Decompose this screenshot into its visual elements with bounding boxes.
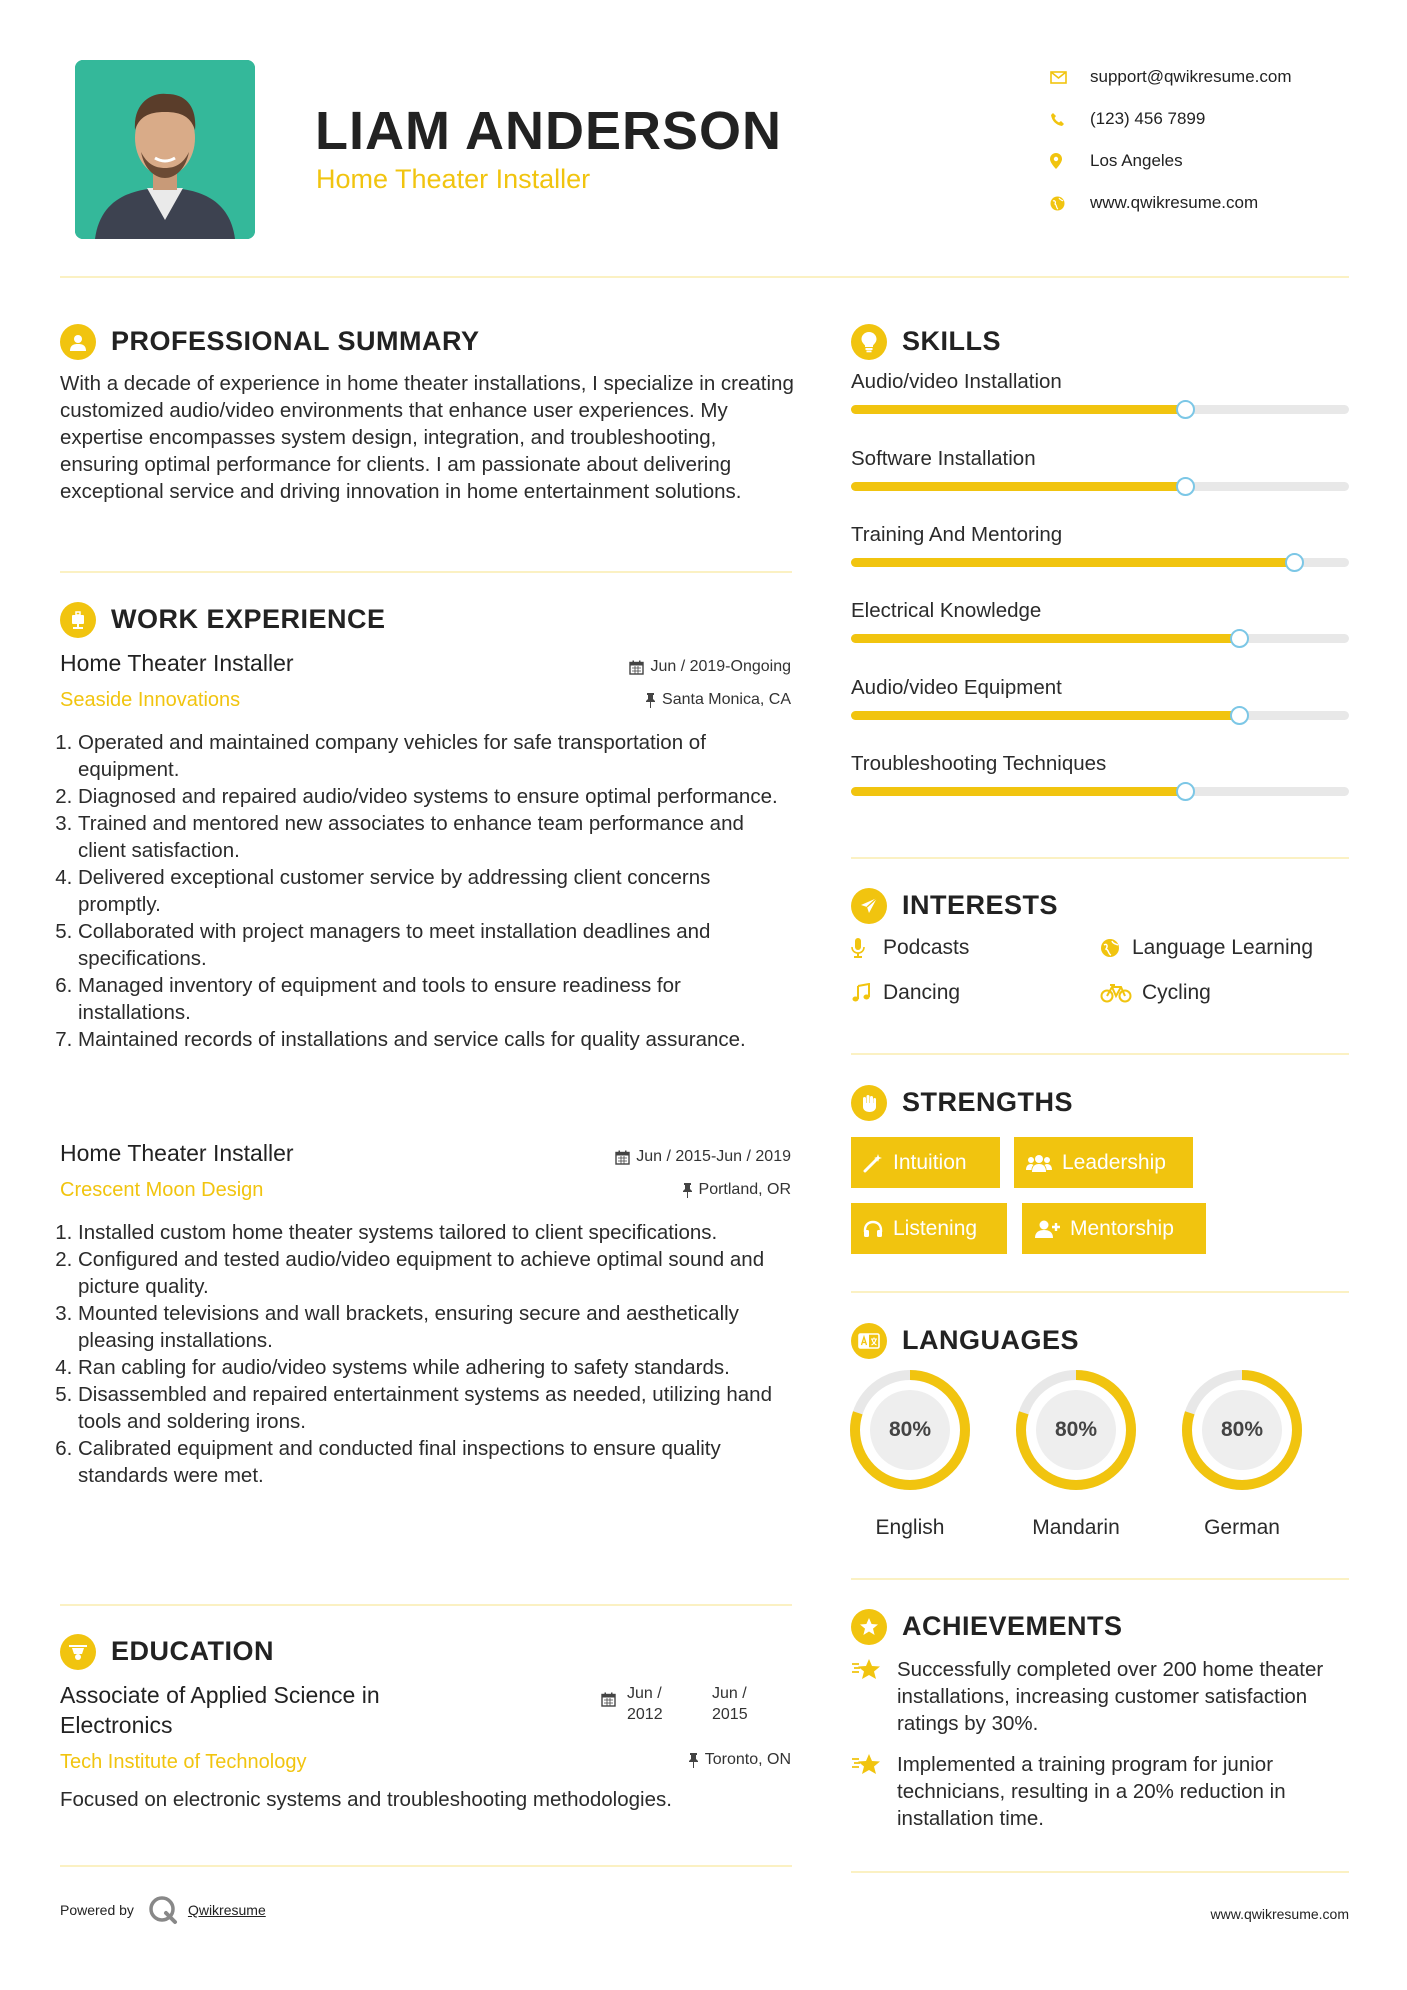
person-portrait-icon (75, 60, 255, 239)
job-2-bullets (60, 1219, 795, 1489)
skill-fill (851, 405, 1185, 414)
education-date-start-year: 2012 (627, 1706, 663, 1723)
language-percent: 80% (870, 1390, 950, 1470)
footer-website[interactable]: www.qwikresume.com (1210, 1906, 1349, 1922)
strength-label: Listening (893, 1216, 978, 1240)
interest-cycling (1100, 981, 1211, 1005)
contact-website-text: www.qwikresume.com (1090, 193, 1259, 212)
user-plus-icon (1034, 1219, 1060, 1239)
education-date-end (712, 1683, 748, 1725)
skill-knob (1230, 629, 1249, 648)
education-location-text: Toronto, ON (704, 1751, 791, 1768)
calendar-icon (615, 1150, 630, 1165)
bicycle-icon (1100, 983, 1142, 1003)
list-item: 3. Mounted televisions and wall brackets, ensuring secure and aesthetically pleasing installations. (78, 1300, 795, 1354)
job-2-title: Home Theater Installer (60, 1140, 294, 1166)
language-item-mandarin (1014, 1368, 1138, 1540)
list-item: 4. Delivered exceptional customer service by addressing client concerns promptly. (78, 864, 795, 918)
candidate-name: LIAM ANDERSON (315, 101, 782, 161)
interests-divider (851, 1053, 1349, 1055)
skill-label: Audio/video Installation (851, 370, 1062, 393)
language-name: German (1204, 1516, 1280, 1539)
list-item: 1. Operated and maintained company vehicles for safe transportation of equipment. (78, 729, 795, 783)
music-note-icon (851, 983, 883, 1003)
interest-dancing (851, 981, 960, 1005)
education-school: Tech Institute of Technology (60, 1751, 307, 1773)
location-pin-icon (1050, 153, 1090, 169)
strength-badge-listening (851, 1203, 1007, 1254)
strength-badge-leadership (1014, 1137, 1193, 1188)
contact-website[interactable] (1050, 182, 1380, 224)
language-ring (1014, 1368, 1138, 1492)
list-item: 6. Calibrated equipment and conducted final inspections to ensure quality standards were met. (78, 1435, 795, 1489)
pushpin-icon (645, 693, 656, 708)
job-1-location-text: Santa Monica, CA (662, 691, 791, 708)
qwikresume-logo-icon (148, 1895, 178, 1925)
contact-phone[interactable] (1050, 98, 1380, 140)
job-1-company: Seaside Innovations (60, 689, 241, 711)
profile-photo (75, 60, 255, 239)
list-item: 3. Trained and mentored new associates to enhance team performance and client satisfaction. (78, 810, 795, 864)
footer-powered-by (60, 1895, 266, 1925)
education-date-start (627, 1683, 663, 1725)
skill-item (851, 599, 1349, 675)
language-item-english (848, 1368, 972, 1540)
job-2-location-text: Portland, OR (698, 1181, 791, 1198)
star-icon (851, 1751, 897, 1832)
education-divider (60, 1865, 792, 1867)
skill-track (851, 634, 1349, 643)
skill-item (851, 370, 1349, 446)
achievements-divider (851, 1871, 1349, 1873)
list-item: 6. Managed inventory of equipment and tools to ensure readiness for installations. (78, 972, 795, 1026)
interest-podcasts (851, 936, 969, 960)
contact-phone-text: (123) 456 7899 (1090, 109, 1206, 128)
language-percent: 80% (1202, 1390, 1282, 1470)
interest-language-learning (1100, 936, 1313, 960)
strengths-heading: STRENGTHS (902, 1087, 1074, 1117)
interests-heading: INTERESTS (902, 890, 1059, 920)
star-icon (851, 1656, 897, 1737)
language-item-german (1180, 1368, 1304, 1540)
headphones-icon (863, 1220, 883, 1238)
achievement-item (851, 1656, 1361, 1737)
summary-divider (60, 571, 792, 573)
skill-knob (1176, 477, 1195, 496)
skills-divider (851, 857, 1349, 859)
education-location (688, 1751, 791, 1769)
skill-item (851, 523, 1349, 599)
summary-heading: PROFESSIONAL SUMMARY (111, 326, 480, 356)
summary-text: With a decade of experience in home theater installations, I specialize in creating customized audio/video environments that enhance user experiences. My expertise encompasses system design, integration, and troubleshooting, ensuring optimal performance for clients. I am passionate about delivering exceptional service and driving innovation in home entertainment solutions. (60, 372, 794, 503)
skill-knob (1176, 782, 1195, 801)
job-2-company: Crescent Moon Design (60, 1179, 264, 1201)
paper-plane-icon (851, 888, 887, 924)
language-ring (848, 1368, 972, 1492)
calendar-icon (601, 1692, 616, 1712)
experience-divider (60, 1604, 792, 1606)
skill-knob (1176, 400, 1195, 419)
strength-label: Intuition (893, 1150, 967, 1174)
skill-fill (851, 634, 1239, 643)
pushpin-icon (688, 1753, 699, 1768)
hand-icon (851, 1085, 887, 1121)
achievement-text: Implemented a training program for junior technicians, resulting in a 20% reduction in installation time. (897, 1753, 1286, 1830)
envelope-icon (1050, 71, 1090, 84)
skill-item (851, 676, 1349, 752)
phone-icon (1050, 112, 1090, 127)
list-item: 2. Diagnosed and repaired audio/video systems to ensure optimal performance. (78, 783, 795, 810)
education-degree-line-2: Electronics (60, 1712, 173, 1738)
education-heading: EDUCATION (111, 1636, 274, 1666)
list-item: 5. Disassembled and repaired entertainment systems as needed, utilizing hand tools and soldering irons. (78, 1381, 795, 1435)
skill-track (851, 558, 1349, 567)
qwikresume-link[interactable]: Qwikresume (187, 1902, 266, 1918)
language-icon (851, 1323, 887, 1359)
skill-track (851, 405, 1349, 414)
contact-list (1050, 56, 1380, 224)
education-date-end-year: 2015 (712, 1706, 748, 1723)
education-degree-line-1: Associate of Applied Science in (60, 1682, 380, 1708)
magic-wand-icon (863, 1153, 883, 1173)
contact-location (1050, 140, 1380, 182)
header-divider (60, 276, 1349, 278)
strength-label: Leadership (1062, 1150, 1166, 1174)
interest-label: Language Learning (1132, 936, 1314, 959)
skill-item (851, 752, 1349, 828)
candidate-title: Home Theater Installer (316, 164, 591, 194)
users-icon (1026, 1153, 1052, 1173)
lightbulb-icon (851, 324, 887, 360)
calendar-icon (629, 660, 644, 675)
achievements-heading: ACHIEVEMENTS (902, 1611, 1123, 1641)
education-date-end-month: Jun / (712, 1685, 747, 1702)
user-icon (60, 324, 96, 360)
skill-label: Troubleshooting Techniques (851, 752, 1107, 775)
strength-label: Mentorship (1070, 1216, 1174, 1240)
list-item: 5. Collaborated with project managers to meet installation deadlines and specifications. (78, 918, 795, 972)
job-1-location (645, 691, 791, 709)
star-badge-icon (851, 1609, 887, 1645)
language-ring (1180, 1368, 1304, 1492)
skill-knob (1285, 553, 1304, 572)
globe-icon (1100, 938, 1132, 958)
interest-label: Dancing (883, 981, 961, 1004)
job-1-date-text: Jun / 2019-Ongoing (650, 658, 791, 675)
job-2-date (615, 1148, 791, 1166)
strength-badge-intuition (851, 1137, 1000, 1188)
graduation-icon (60, 1634, 96, 1670)
job-2-date-text: Jun / 2015-Jun / 2019 (636, 1148, 791, 1165)
experience-heading: WORK EXPERIENCE (111, 604, 386, 634)
strengths-divider (851, 1291, 1349, 1293)
achievement-item (851, 1751, 1361, 1832)
achievement-text: Successfully completed over 200 home theater installations, increasing customer satisfaction ratings by 30%. (897, 1658, 1324, 1735)
job-1-bullets (60, 729, 795, 1053)
pushpin-icon (682, 1183, 693, 1198)
job-1-date (629, 658, 791, 676)
skill-label: Audio/video Equipment (851, 676, 1062, 699)
list-item: 1. Installed custom home theater systems tailored to client specifications. (78, 1219, 795, 1246)
list-item: 7. Maintained records of installations and service calls for quality assurance. (78, 1026, 795, 1053)
education-date-start-month: Jun / (627, 1685, 662, 1702)
skill-fill (851, 787, 1185, 796)
language-name: English (875, 1516, 945, 1539)
skill-knob (1230, 706, 1249, 725)
job-1-title: Home Theater Installer (60, 650, 294, 676)
skill-label: Electrical Knowledge (851, 599, 1042, 622)
skill-label: Training And Mentoring (851, 523, 1063, 546)
skill-track (851, 482, 1349, 491)
microphone-icon (851, 938, 883, 958)
contact-location-text: Los Angeles (1090, 151, 1183, 170)
languages-divider (851, 1578, 1349, 1580)
skill-track (851, 787, 1349, 796)
contact-email[interactable] (1050, 56, 1380, 98)
contact-email-text: support@qwikresume.com (1090, 67, 1292, 86)
globe-icon (1050, 196, 1090, 211)
briefcase-icon (60, 602, 96, 638)
interest-label: Podcasts (883, 936, 970, 959)
interest-label: Cycling (1142, 981, 1211, 1004)
language-name: Mandarin (1032, 1516, 1120, 1539)
education-description: Focused on electronic systems and troubleshooting methodologies. (60, 1788, 672, 1811)
skill-fill (851, 711, 1239, 720)
languages-heading: LANGUAGES (902, 1325, 1080, 1355)
skill-item (851, 447, 1349, 523)
language-percent: 80% (1036, 1390, 1116, 1470)
list-item: 4. Ran cabling for audio/video systems while adhering to safety standards. (78, 1354, 795, 1381)
skill-fill (851, 482, 1185, 491)
skill-track (851, 711, 1349, 720)
list-item: 2. Configured and tested audio/video equipment to achieve optimal sound and picture quality. (78, 1246, 795, 1300)
skills-heading: SKILLS (902, 326, 1002, 356)
skill-label: Software Installation (851, 447, 1036, 470)
job-2-location (682, 1181, 791, 1199)
strength-badge-mentorship (1022, 1203, 1206, 1254)
powered-by-label: Powered by (60, 1902, 134, 1918)
skill-fill (851, 558, 1294, 567)
